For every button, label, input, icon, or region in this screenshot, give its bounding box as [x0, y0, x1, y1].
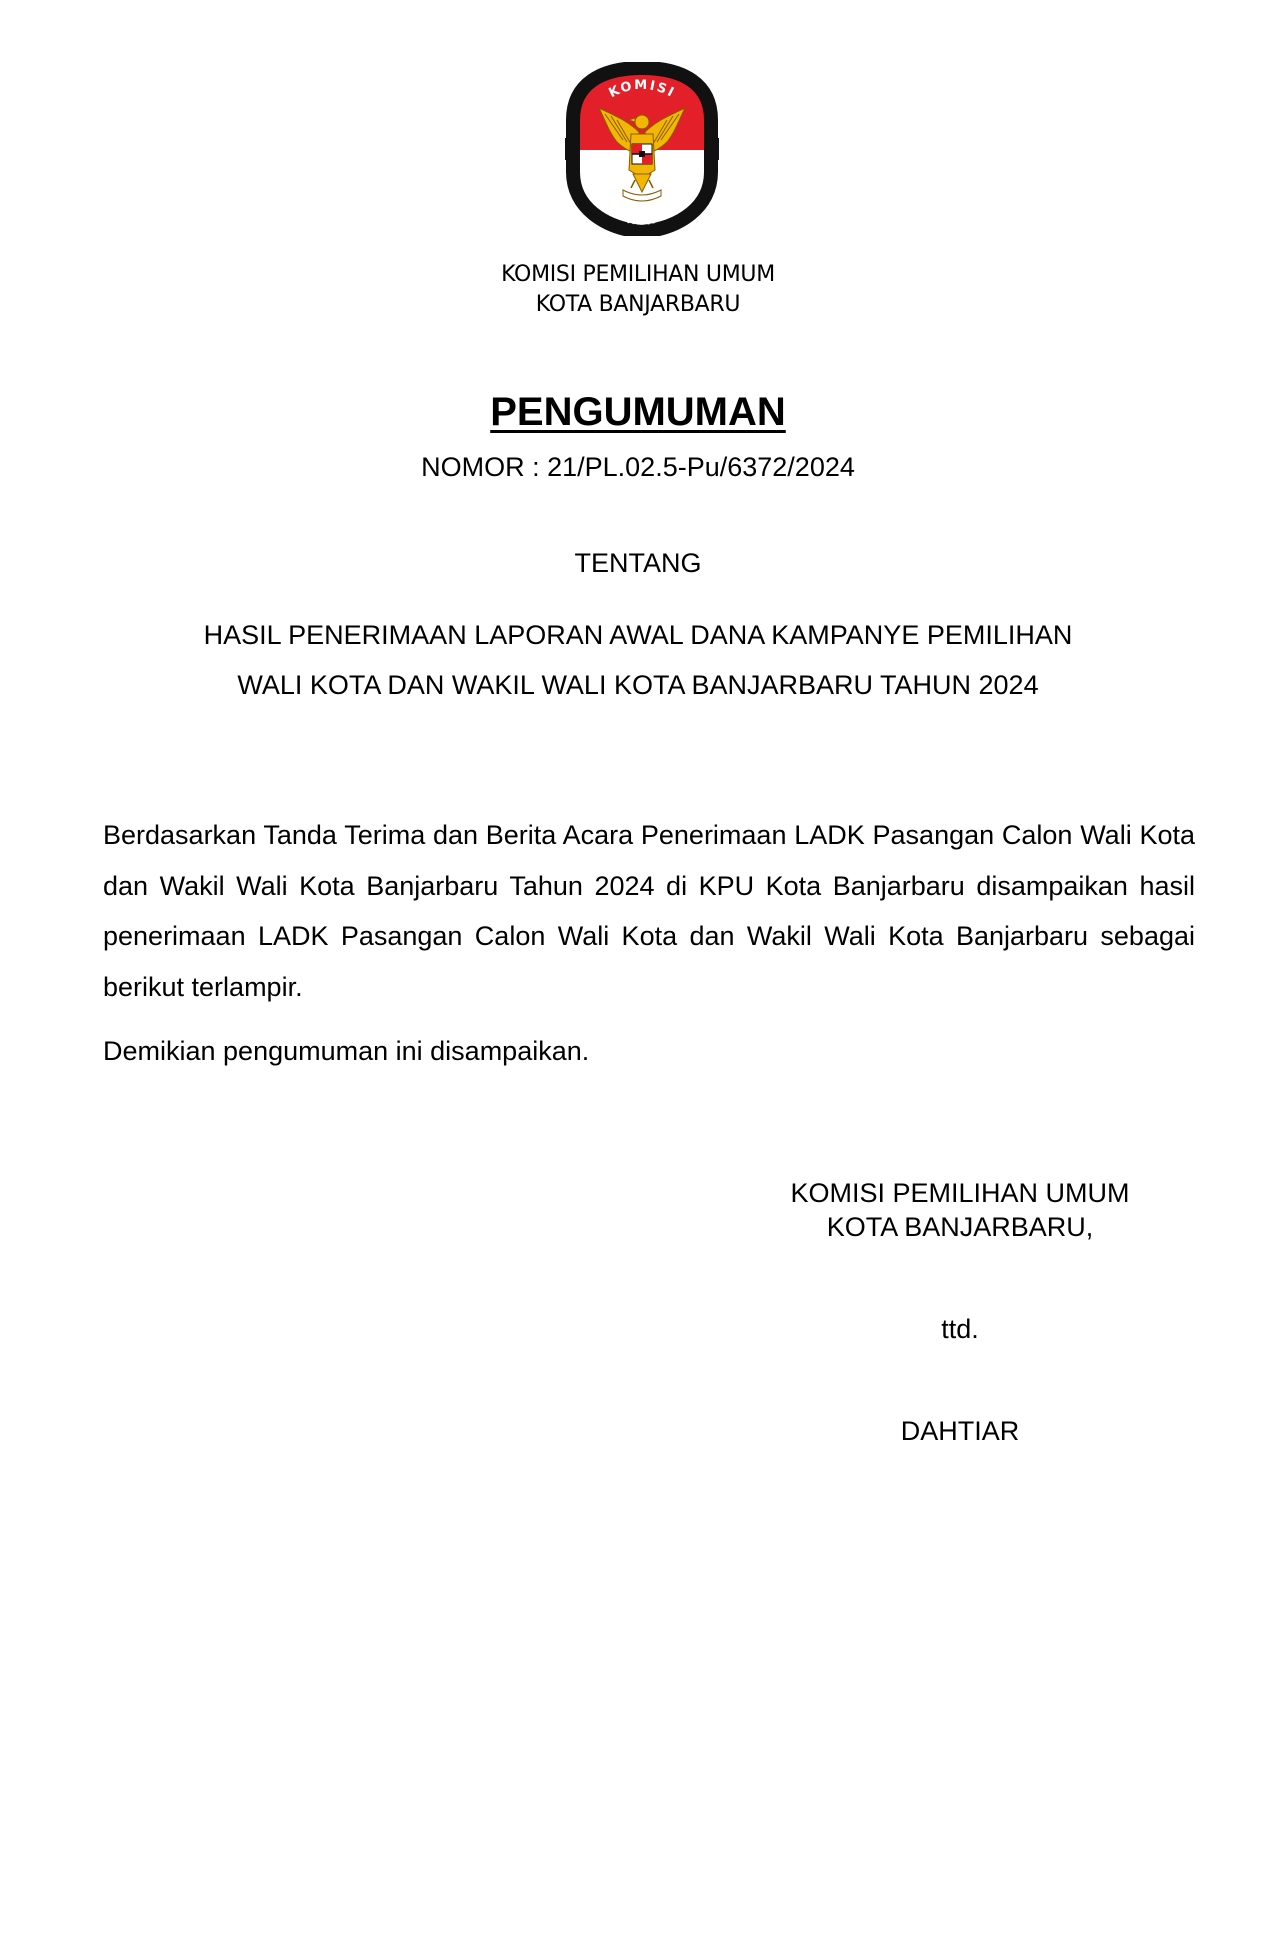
kpu-logo	[565, 62, 719, 236]
signature-org-line2: KOTA BANJARBARU,	[826, 1212, 1094, 1242]
document-number: NOMOR : 21/PL.02.5-Pu/6372/2024	[421, 452, 855, 482]
subject-line2: WALI KOTA DAN WAKIL WALI KOTA BANJARBARU TAHUN 2024	[237, 670, 1039, 700]
header-org-line2: KOTA BANJARBARU	[535, 292, 741, 317]
signature-ttd: ttd.	[941, 1314, 979, 1344]
tentang-label: TENTANG	[574, 548, 702, 578]
signatory-name: DAHTIAR	[900, 1416, 1020, 1446]
subject-line1: HASIL PENERIMAAN LAPORAN AWAL DANA KAMPANYE PEMILIHAN	[203, 620, 1073, 650]
closing-sentence: Demikian pengumuman ini disampaikan.	[103, 1036, 590, 1066]
signature-org-line1: KOMISI PEMILIHAN UMUM	[790, 1178, 1130, 1208]
body-paragraph: Berdasarkan Tanda Terima dan Berita Acara Penerimaan LADK Pasangan Calon Wali Kota dan Wakil Wali Kota Banjarbaru Tahun 2024 di KPU Kota Banjarbaru disampaikan hasil penerimaan LADK Pasangan Calon Wali Kota dan Wakil Wali Kota Banjarbaru sebagai berikut terlampir.	[103, 820, 1195, 1002]
header-org-line1: KOMISI PEMILIHAN UMUM	[501, 262, 775, 287]
svg-text:PEMILIHAN UMUM: PEMILIHAN UMUM	[590, 180, 694, 228]
svg-text:KOMISI: KOMISI	[606, 77, 678, 102]
document-title: PENGUMUMAN	[490, 390, 786, 434]
